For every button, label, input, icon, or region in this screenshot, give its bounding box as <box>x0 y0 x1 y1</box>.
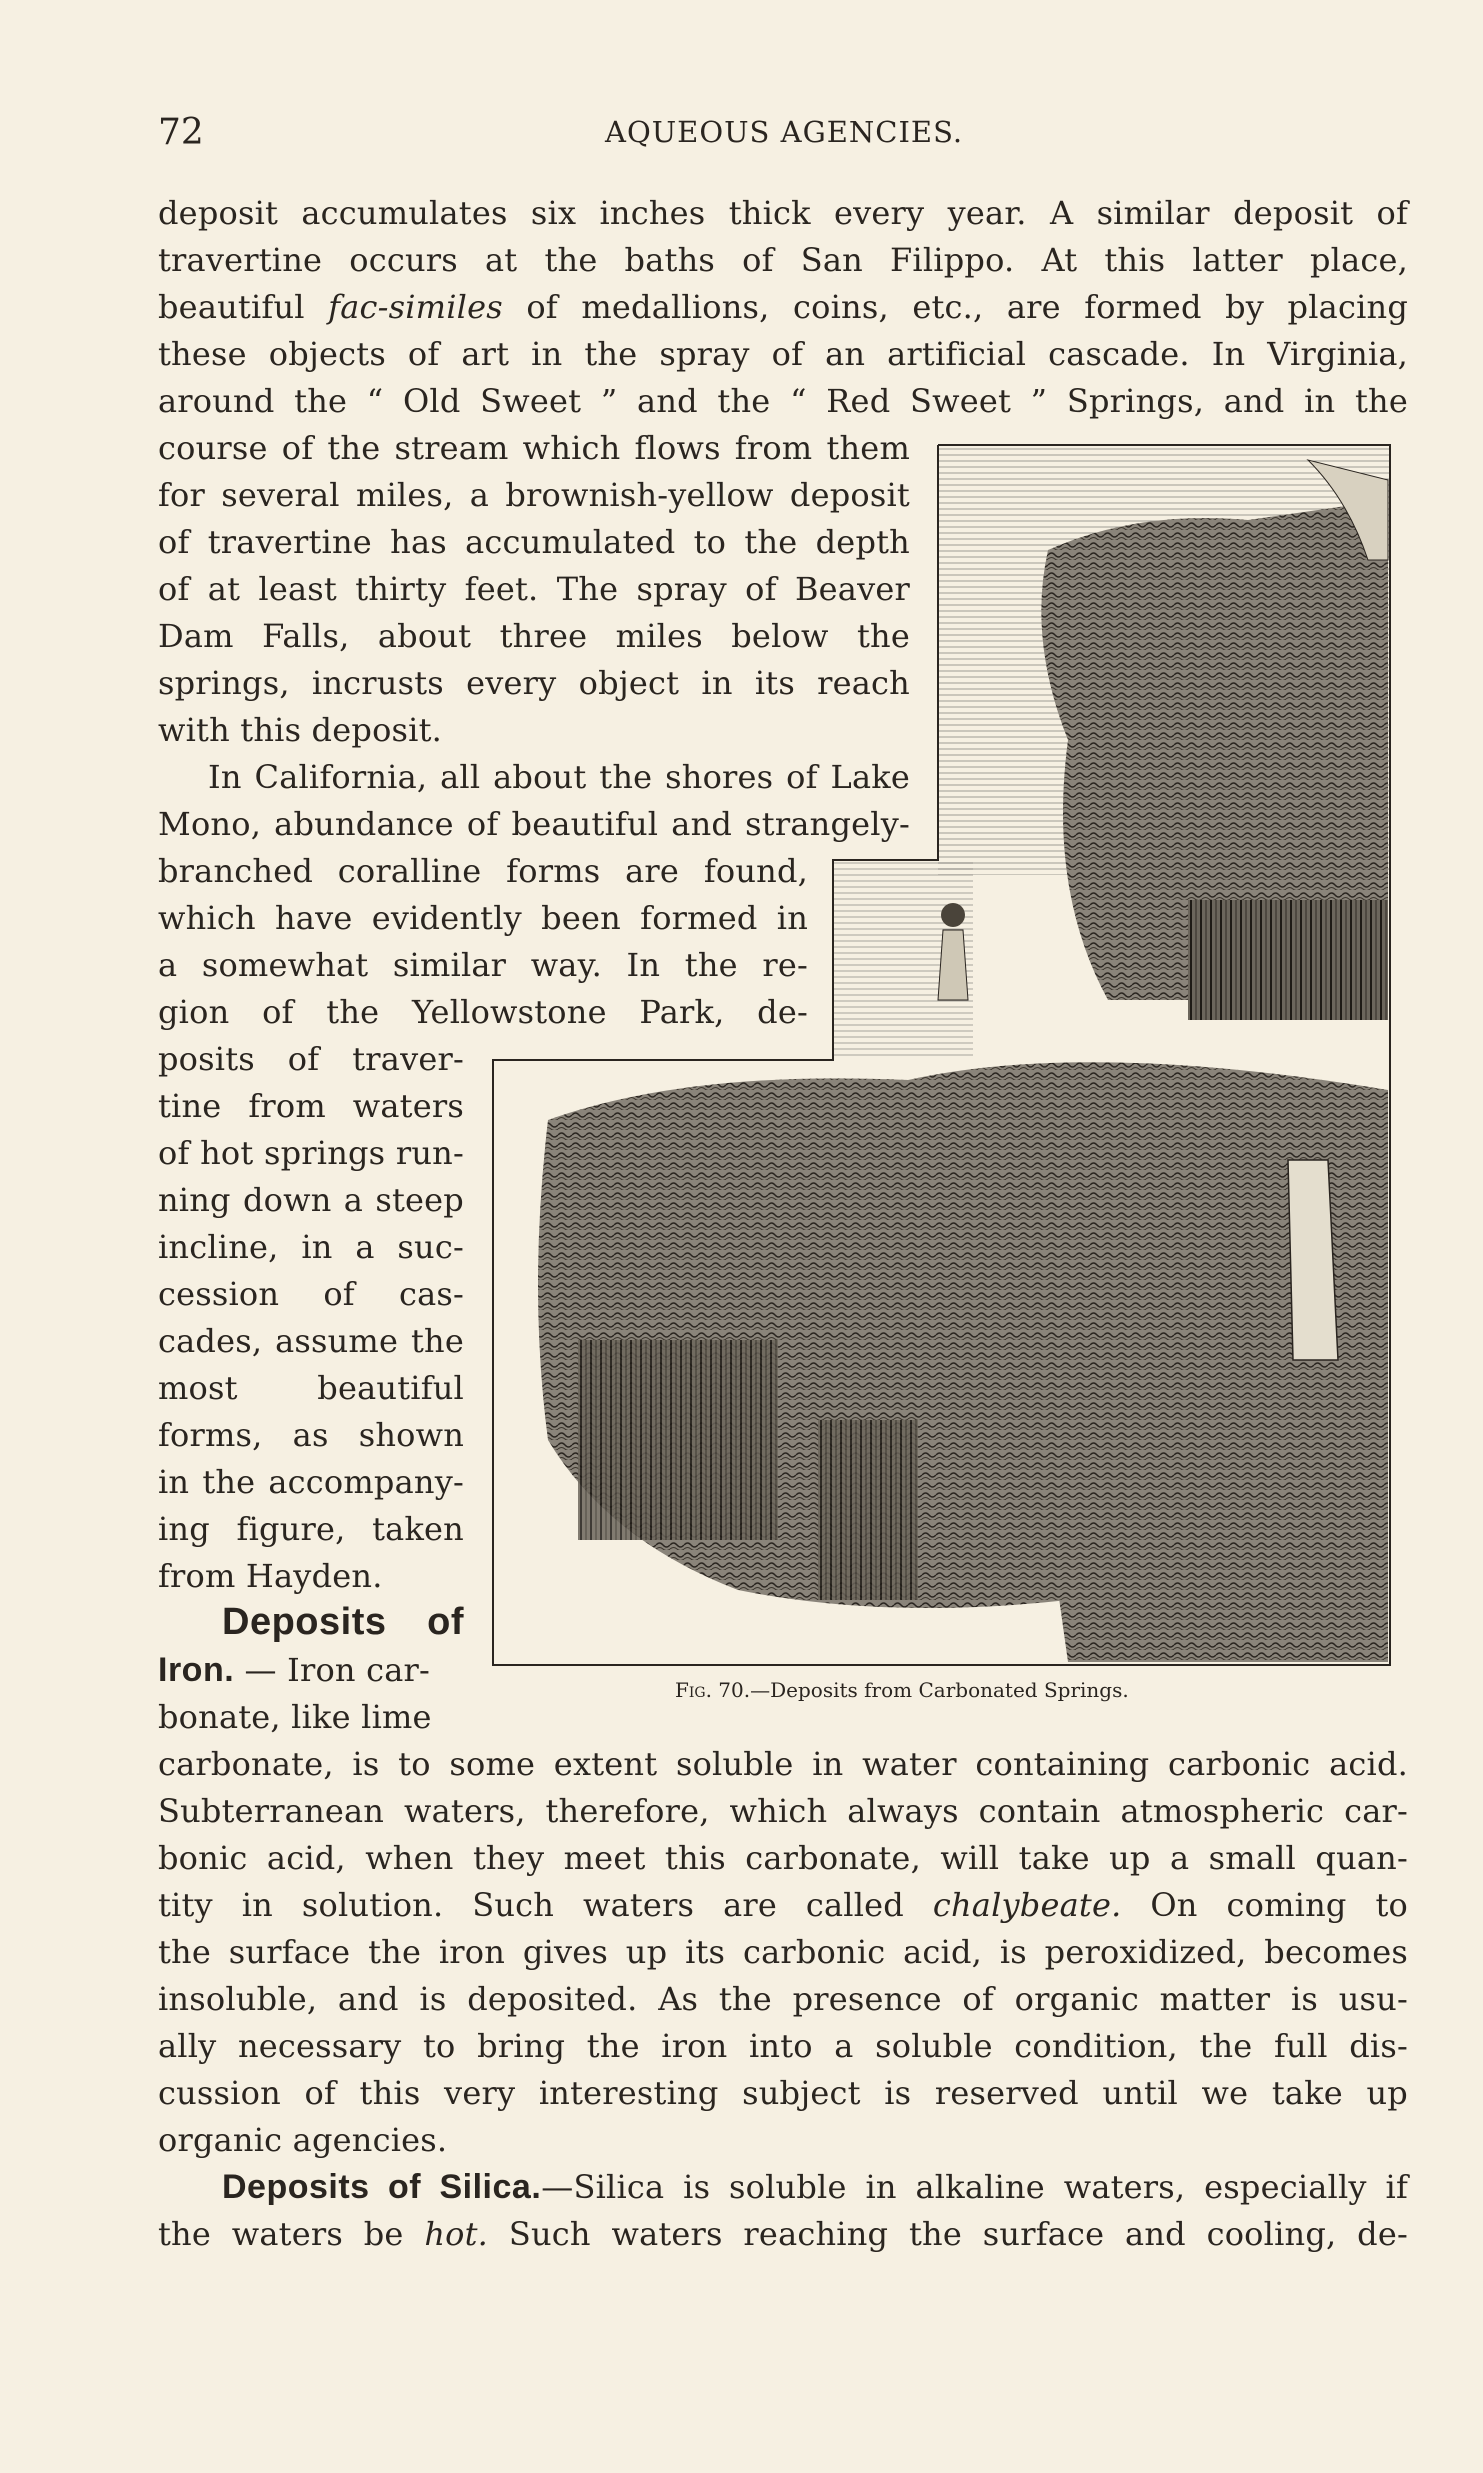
italic-term: hot. <box>424 2215 489 2253</box>
figure-caption: Fig. 70.—Deposits from Carbonated Springs. <box>675 1678 1129 1702</box>
text-line: bonate, like lime <box>158 1698 432 1736</box>
italic-term: fac-similes <box>328 288 503 326</box>
text-line: these objects of art in the spray of an artificial cascade. In Virginia, <box>158 335 1408 373</box>
text-line: Dam Falls, about three miles below the <box>158 617 910 655</box>
text-line: the surface the iron gives up its carbonic acid, is peroxidized, becomes <box>158 1933 1408 1971</box>
text-line: for several miles, a brownish-yellow deposit <box>158 476 910 514</box>
text-line: insoluble, and is deposited. As the presence of organic matter is usu- <box>158 1980 1408 2018</box>
text-line: carbonate, is to some extent soluble in water containing carbonic acid. <box>158 1745 1408 1783</box>
text-line: cussion of this very interesting subject is reserved until we take up <box>158 2074 1408 2112</box>
text-line: branched coralline forms are found, <box>158 852 808 890</box>
text-line: of at least thirty feet. The spray of Beaver <box>158 570 910 608</box>
text-line: Deposits of Silica.—Silica is soluble in alkaline waters, especially if <box>222 2168 1408 2206</box>
text-line: travertine occurs at the baths of San Filippo. At this latter place, <box>158 241 1408 279</box>
text-line: springs, incrusts every object in its reach <box>158 664 910 702</box>
travertine-cascade-illustration <box>488 440 1393 1670</box>
text-line: ally necessary to bring the iron into a soluble condition, the full dis- <box>158 2027 1408 2065</box>
text-line: in the accompany- <box>158 1463 464 1501</box>
text-line: Iron. — Iron car- <box>158 1651 431 1689</box>
text-line: tity in solution. Such waters are called chalybeate. On coming to <box>158 1886 1408 1924</box>
text-line: gion of the Yellowstone Park, de- <box>158 993 808 1031</box>
text-line: with this deposit. <box>158 711 443 749</box>
text-line: which have evidently been formed in <box>158 899 808 937</box>
text-line: posits of traver- <box>158 1040 464 1078</box>
text-line: In California, all about the shores of Lake <box>208 758 910 796</box>
text-line: incline, in a suc- <box>158 1228 464 1266</box>
text-line: from Hayden. <box>158 1557 383 1595</box>
text-line: around the “ Old Sweet ” and the “ Red Sweet ” Springs, and in the <box>158 382 1408 420</box>
terrace-drips <box>578 1340 778 1540</box>
running-head: AQUEOUS AGENCIES. <box>605 115 964 149</box>
section-heading: Iron. <box>158 1651 235 1689</box>
page-number: 72 <box>158 112 204 153</box>
figure-label: Fig. 70. <box>675 1678 751 1702</box>
section-heading: Deposits of <box>222 1601 464 1643</box>
text-line: ning down a steep <box>158 1181 464 1219</box>
text-line: cades, assume the <box>158 1322 464 1360</box>
text-line: course of the stream which flows from them <box>158 429 910 467</box>
text-line: ing figure, taken <box>158 1510 464 1548</box>
text-line: the waters be hot. Such waters reaching the surface and cooling, de- <box>158 2215 1408 2253</box>
text-line: Subterranean waters, therefore, which always contain atmospheric car- <box>158 1792 1408 1830</box>
text-line: forms, as shown <box>158 1416 464 1454</box>
text-line: beautiful fac-similes of medallions, coins, etc., are formed by placing <box>158 288 1409 326</box>
text-line: Mono, abundance of beautiful and strangely- <box>158 805 910 843</box>
section-heading: Deposits of Silica. <box>222 2168 542 2206</box>
text-line: a somewhat similar way. In the re- <box>158 946 808 984</box>
text-line: tine from waters <box>158 1087 464 1125</box>
italic-term: chalybeate. <box>932 1886 1122 1924</box>
text-line: bonic acid, when they meet this carbonate, will take up a small quan- <box>158 1839 1408 1877</box>
text-line: of hot springs run- <box>158 1134 464 1172</box>
text-line: of travertine has accumulated to the depth <box>158 523 910 561</box>
text-line: deposit accumulates six inches thick every year. A similar deposit of <box>158 194 1408 232</box>
human-figure <box>938 903 968 1000</box>
terrace-drips <box>1188 900 1388 1020</box>
text-line: cession of cas- <box>158 1275 464 1313</box>
text-line: most beautiful <box>158 1369 464 1407</box>
base-rocks <box>1048 1493 1388 1662</box>
terrace-drips <box>818 1420 918 1600</box>
text-line: organic agencies. <box>158 2121 448 2159</box>
